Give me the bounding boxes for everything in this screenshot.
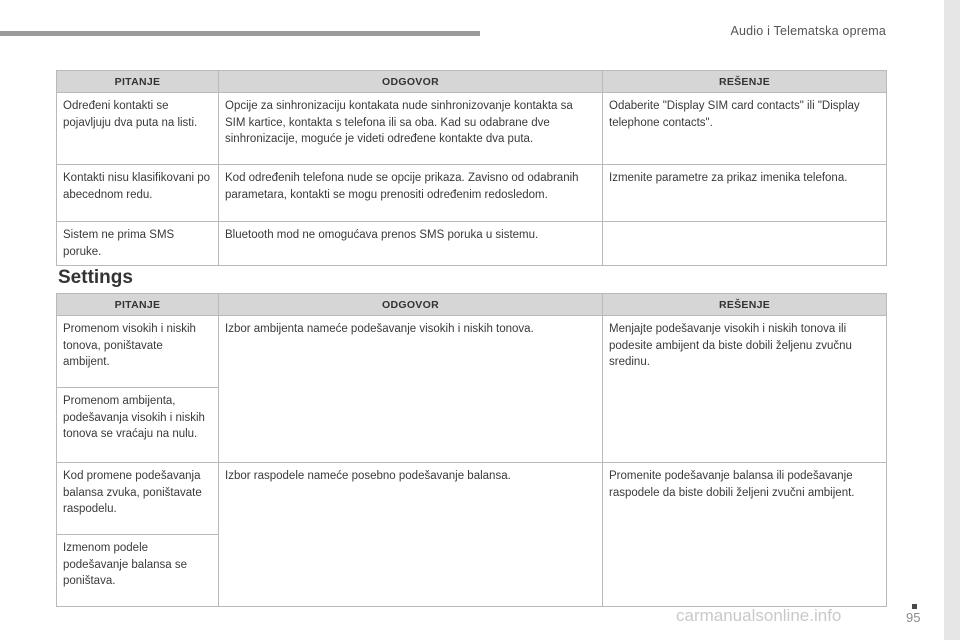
question-cell: Izmenom podele podešavanje balansa se poništava. (57, 535, 219, 607)
question-cell: Određeni kontakti se pojavljuju dva puta na listi. (57, 93, 219, 165)
table-row (57, 316, 887, 388)
answer-cell: Izbor ambijenta nameće podešavanje visokih i niskih tonova. (219, 316, 603, 463)
side-strip (944, 0, 960, 640)
table-row (57, 222, 887, 266)
question-cell: Sistem ne prima SMS poruke. (57, 222, 219, 266)
table-header-row (57, 294, 887, 316)
header-bar (0, 31, 480, 36)
section-title: Settings (58, 267, 133, 288)
answer-cell: Bluetooth mod ne omogućava prenos SMS poruka u sistemu. (219, 222, 603, 266)
column-header-solution: REŠENJE (603, 71, 887, 93)
solution-cell: Izmenite parametre za prikaz imenika telefona. (603, 165, 887, 222)
faq-table-contacts (56, 70, 887, 266)
solution-cell: Promenite podešavanje balansa ili podešavanje raspodele da biste dobili željeni zvučni ambijent. (603, 463, 887, 607)
answer-cell: Kod određenih telefona nude se opcije prikaza. Zavisno od odabranih parametara, kontakti se mogu prenositi određenim redosledom. (219, 165, 603, 222)
page-number: 95 (906, 610, 921, 625)
answer-cell: Opcije za sinhronizaciju kontakata nude sinhronizovanje kontakta sa SIM kartice, kontakta s telefona ili sa oba. Kad su odabrane dve sinhronizacije, moguće je videti određene kontakte dva puta. (219, 93, 603, 165)
column-header-question: PITANJE (57, 71, 219, 93)
answer-cell: Izbor raspodele nameće posebno podešavanje balansa. (219, 463, 603, 607)
question-cell: Promenom ambijenta, podešavanja visokih i niskih tonova se vraćaju na nulu. (57, 388, 219, 463)
watermark: carmanualsonline.info (676, 606, 842, 625)
solution-cell (603, 222, 887, 266)
question-cell: Promenom visokih i niskih tonova, poništavate ambijent. (57, 316, 219, 388)
table-row (57, 165, 887, 222)
faq-table-settings (56, 293, 887, 607)
solution-cell: Menjajte podešavanje visokih i niskih tonova ili podesite ambijent da biste dobili željenu zvučnu sredinu. (603, 316, 887, 463)
question-cell: Kod promene podešavanja balansa zvuka, poništavate raspodelu. (57, 463, 219, 535)
table-header-row (57, 71, 887, 93)
solution-cell: Odaberite "Display SIM card contacts" ili "Display telephone contacts". (603, 93, 887, 165)
page-header-title: Audio i Telematska oprema (730, 24, 886, 38)
column-header-question: PITANJE (57, 294, 219, 316)
column-header-answer: ODGOVOR (219, 71, 603, 93)
column-header-answer: ODGOVOR (219, 294, 603, 316)
page-marker (912, 604, 917, 609)
column-header-solution: REŠENJE (603, 294, 887, 316)
table-row (57, 463, 887, 535)
table-row (57, 93, 887, 165)
question-cell: Kontakti nisu klasifikovani po abecednom redu. (57, 165, 219, 222)
